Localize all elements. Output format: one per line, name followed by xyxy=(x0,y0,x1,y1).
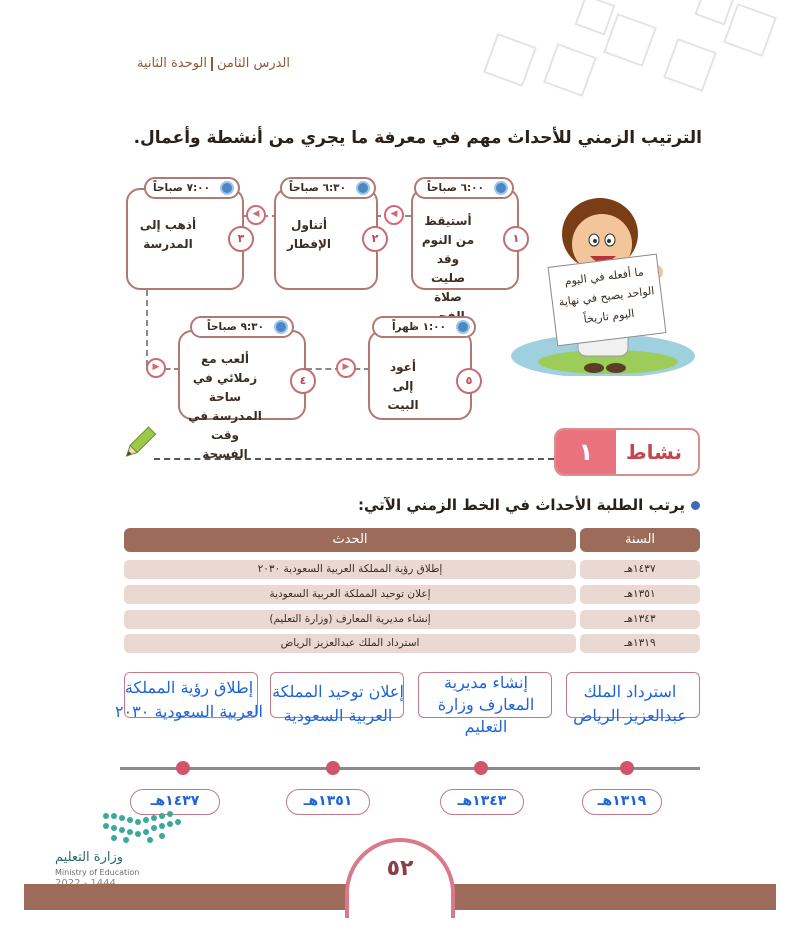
handwritten-answer: إعلان توحيد المملكة العربية السعودية xyxy=(272,682,404,725)
table-cell-event: إطلاق رؤية المملكة العربية السعودية ٢٠٣٠ xyxy=(124,560,576,579)
activity-banner xyxy=(554,428,700,476)
table-cell-year: ١٤٣٧هـ xyxy=(580,560,700,579)
page-number: ٥٢ xyxy=(345,838,455,918)
event-card-1 xyxy=(411,188,520,304)
clock-icon xyxy=(220,181,234,195)
table-cell-event: إعلان توحيد المملكة العربية السعودية xyxy=(124,585,576,604)
event-text: أتناول الإفطار xyxy=(286,218,331,251)
table-cell-year: ١٣١٩هـ xyxy=(580,634,700,653)
table-cell-event: إنشاء مديرية المعارف (وزارة التعليم) xyxy=(124,610,576,629)
table-cell-year: ١٣٥١هـ xyxy=(580,585,700,604)
header-divider xyxy=(211,57,213,71)
event-card-3 xyxy=(126,188,244,290)
sign-board: ما أفعله في اليوم الواحد يصبح في نهاية اليوم تاريخاً xyxy=(548,254,667,347)
arrow-right-icon: ▶ xyxy=(336,358,356,378)
clock-icon xyxy=(274,320,288,334)
event-text: أستيقظ من النوم وقد صليت صلاة xyxy=(421,214,475,304)
event-time: ٧:٠٠ صباحاً xyxy=(144,177,240,199)
table-cell-year: ١٣٤٣هـ xyxy=(580,610,700,629)
event-number: ٣ xyxy=(228,226,254,252)
timeline-year[interactable]: ١٣١٩هـ xyxy=(582,789,662,815)
handwritten-answer: إنشاء مديرية المعارف وزارة التعليم xyxy=(437,673,535,736)
bullet-icon xyxy=(691,501,700,510)
activity-number: ١ xyxy=(556,430,616,474)
event-number: ١ xyxy=(503,226,529,252)
arrow-left-icon: ◀ xyxy=(384,205,404,225)
event-time: ٩:٣٠ صباحاً xyxy=(190,316,294,338)
arrow-right-icon: ▶ xyxy=(146,358,166,378)
intro-text: الترتيب الزمني للأحداث مهم في معرفة ما يجري من أنشطة وأعمال. xyxy=(133,128,702,148)
handwritten-answer: إطلاق رؤية المملكة العربية السعودية ٢٠٣٠ xyxy=(114,678,263,721)
event-number: ٤ xyxy=(290,368,316,394)
timeline-axis xyxy=(120,767,700,770)
event-card-5 xyxy=(368,330,472,420)
event-time: ١:٠٠ ظهراً xyxy=(372,316,476,338)
arrow-left-icon: ◀ xyxy=(246,205,266,225)
event-card-2 xyxy=(274,188,378,290)
event-time: ٦:٣٠ صباحاً xyxy=(280,177,376,199)
clock-icon xyxy=(494,181,508,195)
ministry-name-ar: وزارة التعليم xyxy=(55,850,124,865)
event-number: ٢ xyxy=(362,226,388,252)
connector-line xyxy=(146,290,148,366)
clock-icon xyxy=(456,320,470,334)
timeline-year[interactable]: ١٣٥١هـ xyxy=(286,789,370,815)
table-header-event: الحدث xyxy=(124,528,576,552)
timeline-dot xyxy=(474,761,488,775)
timeline-dot xyxy=(326,761,340,775)
unit-label: الوحدة الثانية xyxy=(136,56,207,71)
handwritten-answer: استرداد الملك عبدالعزيز الرياض xyxy=(573,682,687,725)
decorative-pattern xyxy=(470,0,800,110)
event-card-4 xyxy=(178,330,307,461)
event-number: ٥ xyxy=(456,368,482,394)
event-text: ألعب مع زملائي في ساحة المدرسة في وقت الفسحة xyxy=(188,352,262,461)
question-text: يرتب الطلبة الأحداث في الخط الزمني الآتي: xyxy=(358,496,700,514)
timeline-dot xyxy=(176,761,190,775)
timeline-dot xyxy=(620,761,634,775)
event-text: أعود إلى البيت xyxy=(387,360,419,412)
lesson-label: الدرس الثامن xyxy=(217,56,290,71)
activity-dashline xyxy=(154,458,554,460)
ministry-logo-icon xyxy=(96,806,188,848)
event-text: أذهب إلى المدرسة xyxy=(139,218,197,251)
event-time: ٦:٠٠ صباحاً xyxy=(414,177,514,199)
timeline-year[interactable]: ١٣٤٣هـ xyxy=(440,789,524,815)
lesson-header xyxy=(0,56,290,71)
activity-label: نشاط xyxy=(625,440,682,464)
table-header-year: السنة xyxy=(580,528,700,552)
clock-icon xyxy=(356,181,370,195)
ministry-name-en: Ministry of Education xyxy=(55,868,140,877)
timeline-year[interactable]: ١٤٣٧هـ xyxy=(130,789,220,815)
table-cell-event: استرداد الملك عبدالعزيز الرياض xyxy=(124,634,576,653)
